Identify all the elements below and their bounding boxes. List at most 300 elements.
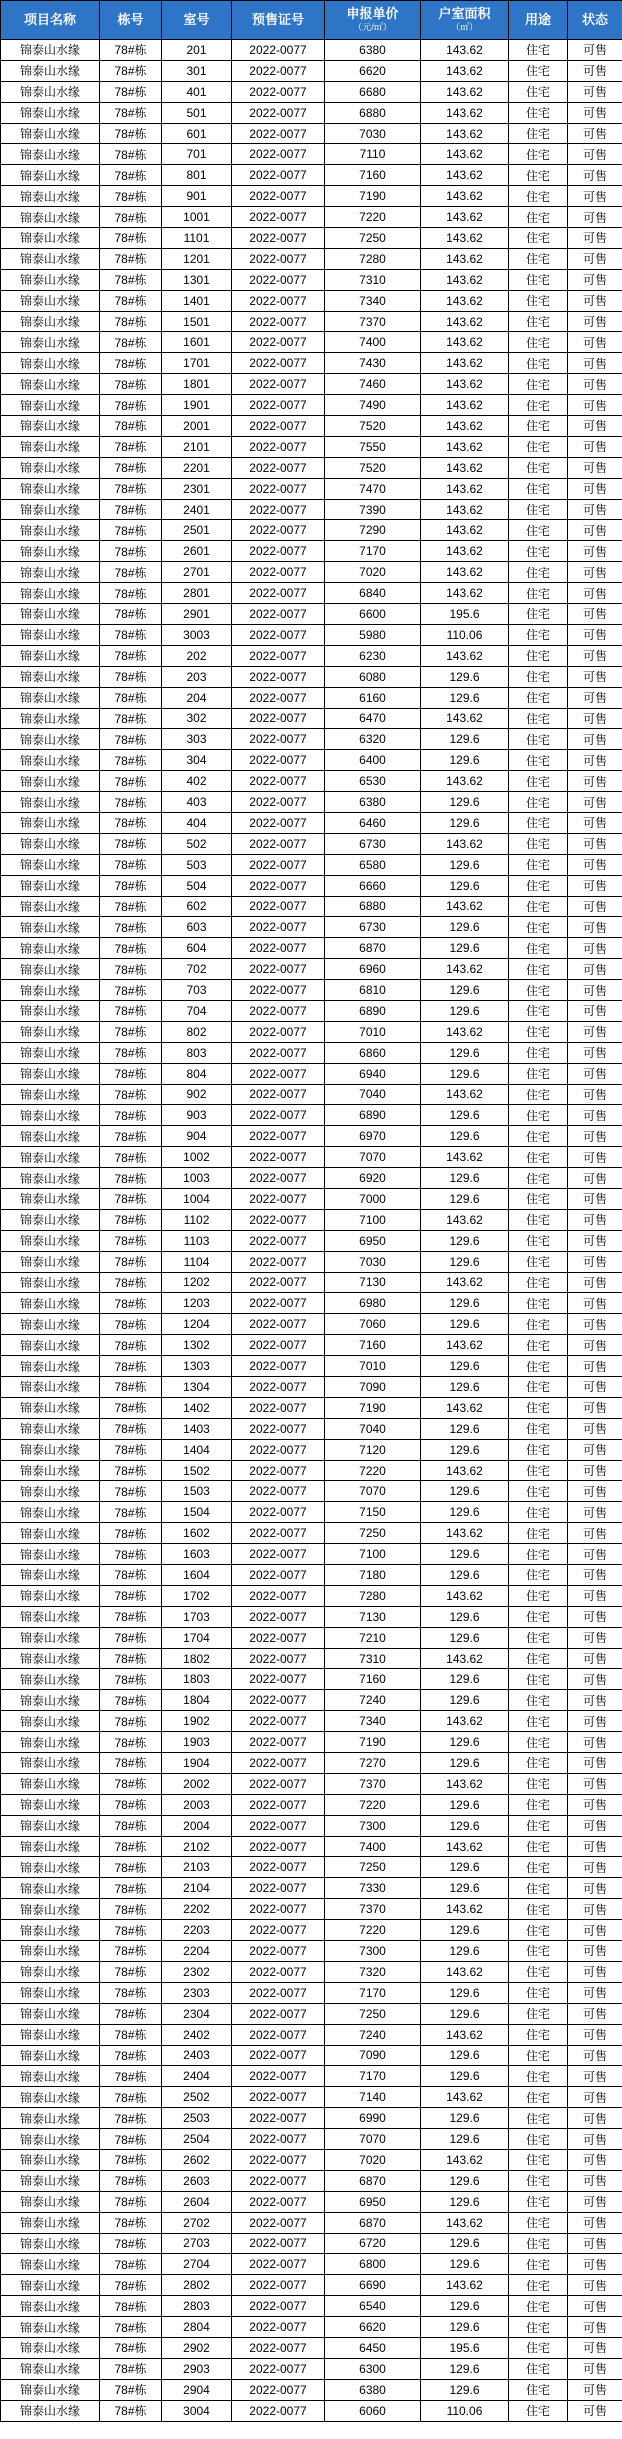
cell-permit: 2022-0077 (232, 2400, 325, 2421)
table-row (1, 750, 622, 771)
cell-usage: 住宅 (509, 1899, 568, 1920)
cell-status: 可售 (568, 1168, 622, 1189)
cell-permit: 2022-0077 (232, 2149, 325, 2170)
cell-room: 2101 (162, 436, 232, 457)
cell-status: 可售 (568, 436, 622, 457)
cell-status: 可售 (568, 562, 622, 583)
cell-building: 78#栋 (100, 2275, 162, 2296)
cell-usage: 住宅 (509, 1084, 568, 1105)
cell-building: 78#栋 (100, 1941, 162, 1962)
cell-usage: 住宅 (509, 207, 568, 228)
header-project-name: 项目名称 (1, 1, 100, 40)
cell-permit: 2022-0077 (232, 395, 325, 416)
cell-project-name: 锦泰山水缘 (1, 2024, 100, 2045)
cell-unit-price: 7020 (325, 2149, 421, 2170)
cell-room: 1803 (162, 1669, 232, 1690)
cell-project-name: 锦泰山水缘 (1, 1961, 100, 1982)
cell-usage: 住宅 (509, 687, 568, 708)
cell-room: 402 (162, 771, 232, 792)
cell-permit: 2022-0077 (232, 708, 325, 729)
cell-usage: 住宅 (509, 1753, 568, 1774)
table-header (1, 1, 622, 40)
cell-area: 129.6 (421, 1920, 509, 1941)
table-row (1, 395, 622, 416)
cell-building: 78#栋 (100, 812, 162, 833)
cell-status: 可售 (568, 290, 622, 311)
cell-unit-price: 6870 (325, 2170, 421, 2191)
cell-area: 143.62 (421, 1147, 509, 1168)
cell-project-name: 锦泰山水缘 (1, 750, 100, 771)
cell-unit-price: 7020 (325, 562, 421, 583)
cell-unit-price: 7010 (325, 1356, 421, 1377)
cell-building: 78#栋 (100, 2358, 162, 2379)
cell-project-name: 锦泰山水缘 (1, 1377, 100, 1398)
cell-area: 129.6 (421, 1753, 509, 1774)
table-row (1, 2149, 622, 2170)
cell-room: 1502 (162, 1460, 232, 1481)
cell-status: 可售 (568, 1920, 622, 1941)
cell-room: 903 (162, 1105, 232, 1126)
cell-project-name: 锦泰山水缘 (1, 1335, 100, 1356)
cell-unit-price: 7220 (325, 1920, 421, 1941)
cell-area: 129.6 (421, 1063, 509, 1084)
cell-room: 2604 (162, 2191, 232, 2212)
table-row (1, 1836, 622, 1857)
cell-unit-price: 7210 (325, 1627, 421, 1648)
cell-area: 143.62 (421, 457, 509, 478)
table-row (1, 666, 622, 687)
cell-building: 78#栋 (100, 604, 162, 625)
cell-unit-price: 7370 (325, 1899, 421, 1920)
cell-permit: 2022-0077 (232, 1335, 325, 1356)
cell-building: 78#栋 (100, 269, 162, 290)
cell-usage: 住宅 (509, 2003, 568, 2024)
table-row (1, 2024, 622, 2045)
cell-project-name: 锦泰山水缘 (1, 1732, 100, 1753)
table-row (1, 478, 622, 499)
cell-room: 1804 (162, 1690, 232, 1711)
cell-room: 2802 (162, 2275, 232, 2296)
table-row (1, 2296, 622, 2317)
cell-building: 78#栋 (100, 624, 162, 645)
cell-building: 78#栋 (100, 81, 162, 102)
cell-usage: 住宅 (509, 123, 568, 144)
cell-usage: 住宅 (509, 2087, 568, 2108)
cell-building: 78#栋 (100, 1648, 162, 1669)
table-row (1, 645, 622, 666)
cell-status: 可售 (568, 499, 622, 520)
cell-unit-price: 6840 (325, 583, 421, 604)
cell-area: 129.6 (421, 2317, 509, 2338)
cell-area: 129.6 (421, 2129, 509, 2150)
table-row (1, 2254, 622, 2275)
cell-unit-price: 6990 (325, 2108, 421, 2129)
cell-building: 78#栋 (100, 562, 162, 583)
cell-unit-price: 7330 (325, 1878, 421, 1899)
cell-status: 可售 (568, 2296, 622, 2317)
cell-usage: 住宅 (509, 624, 568, 645)
cell-usage: 住宅 (509, 2254, 568, 2275)
cell-unit-price: 7520 (325, 457, 421, 478)
cell-status: 可售 (568, 1105, 622, 1126)
cell-permit: 2022-0077 (232, 1941, 325, 1962)
cell-room: 904 (162, 1126, 232, 1147)
cell-project-name: 锦泰山水缘 (1, 1585, 100, 1606)
cell-building: 78#栋 (100, 645, 162, 666)
cell-unit-price: 7170 (325, 2066, 421, 2087)
cell-unit-price: 6400 (325, 750, 421, 771)
cell-building: 78#栋 (100, 1126, 162, 1147)
table-row (1, 1773, 622, 1794)
cell-room: 1904 (162, 1753, 232, 1774)
cell-building: 78#栋 (100, 1669, 162, 1690)
cell-area: 110.06 (421, 624, 509, 645)
cell-area: 143.62 (421, 165, 509, 186)
cell-project-name: 锦泰山水缘 (1, 374, 100, 395)
cell-area: 129.6 (421, 917, 509, 938)
cell-permit: 2022-0077 (232, 1021, 325, 1042)
cell-project-name: 锦泰山水缘 (1, 436, 100, 457)
cell-area: 195.6 (421, 2337, 509, 2358)
cell-status: 可售 (568, 708, 622, 729)
cell-project-name: 锦泰山水缘 (1, 2108, 100, 2129)
cell-area: 129.6 (421, 1418, 509, 1439)
cell-project-name: 锦泰山水缘 (1, 1272, 100, 1293)
cell-project-name: 锦泰山水缘 (1, 1188, 100, 1209)
cell-room: 2504 (162, 2129, 232, 2150)
cell-room: 803 (162, 1042, 232, 1063)
cell-project-name: 锦泰山水缘 (1, 1982, 100, 2003)
cell-unit-price: 6660 (325, 875, 421, 896)
cell-project-name: 锦泰山水缘 (1, 1690, 100, 1711)
cell-unit-price: 6920 (325, 1168, 421, 1189)
table-row (1, 499, 622, 520)
cell-room: 1202 (162, 1272, 232, 1293)
table-row (1, 40, 622, 61)
cell-project-name: 锦泰山水缘 (1, 1418, 100, 1439)
table-row (1, 1063, 622, 1084)
cell-usage: 住宅 (509, 1230, 568, 1251)
cell-unit-price: 7250 (325, 228, 421, 249)
cell-usage: 住宅 (509, 1209, 568, 1230)
cell-usage: 住宅 (509, 750, 568, 771)
table-row (1, 436, 622, 457)
cell-permit: 2022-0077 (232, 40, 325, 61)
cell-room: 1103 (162, 1230, 232, 1251)
table-row (1, 2003, 622, 2024)
table-row (1, 1606, 622, 1627)
cell-permit: 2022-0077 (232, 1481, 325, 1502)
cell-building: 78#栋 (100, 1836, 162, 1857)
cell-room: 302 (162, 708, 232, 729)
cell-unit-price: 7180 (325, 1565, 421, 1586)
cell-status: 可售 (568, 1356, 622, 1377)
cell-status: 可售 (568, 541, 622, 562)
cell-permit: 2022-0077 (232, 1920, 325, 1941)
cell-unit-price: 7070 (325, 1481, 421, 1502)
table-row (1, 311, 622, 332)
cell-project-name: 锦泰山水缘 (1, 2149, 100, 2170)
table-row (1, 1000, 622, 1021)
cell-area: 129.6 (421, 2233, 509, 2254)
cell-status: 可售 (568, 604, 622, 625)
cell-project-name: 锦泰山水缘 (1, 228, 100, 249)
cell-status: 可售 (568, 40, 622, 61)
cell-status: 可售 (568, 917, 622, 938)
cell-permit: 2022-0077 (232, 1293, 325, 1314)
cell-usage: 住宅 (509, 1941, 568, 1962)
cell-room: 203 (162, 666, 232, 687)
cell-permit: 2022-0077 (232, 1105, 325, 1126)
cell-unit-price: 7340 (325, 290, 421, 311)
cell-permit: 2022-0077 (232, 1230, 325, 1251)
table-row (1, 102, 622, 123)
cell-project-name: 锦泰山水缘 (1, 2129, 100, 2150)
cell-room: 802 (162, 1021, 232, 1042)
cell-room: 2602 (162, 2149, 232, 2170)
cell-permit: 2022-0077 (232, 269, 325, 290)
cell-permit: 2022-0077 (232, 1961, 325, 1982)
cell-usage: 住宅 (509, 1732, 568, 1753)
cell-status: 可售 (568, 2275, 622, 2296)
cell-unit-price: 7000 (325, 1188, 421, 1209)
cell-area: 129.6 (421, 812, 509, 833)
cell-status: 可售 (568, 2003, 622, 2024)
cell-room: 1703 (162, 1606, 232, 1627)
cell-room: 2004 (162, 1815, 232, 1836)
cell-room: 504 (162, 875, 232, 896)
cell-project-name: 锦泰山水缘 (1, 1773, 100, 1794)
cell-area: 129.6 (421, 1627, 509, 1648)
cell-usage: 住宅 (509, 980, 568, 1001)
cell-permit: 2022-0077 (232, 1585, 325, 1606)
cell-building: 78#栋 (100, 1773, 162, 1794)
cell-building: 78#栋 (100, 395, 162, 416)
cell-building: 78#栋 (100, 1209, 162, 1230)
cell-room: 2201 (162, 457, 232, 478)
cell-usage: 住宅 (509, 1794, 568, 1815)
cell-usage: 住宅 (509, 666, 568, 687)
cell-area: 143.62 (421, 1335, 509, 1356)
cell-area: 129.6 (421, 2108, 509, 2129)
cell-unit-price: 6540 (325, 2296, 421, 2317)
cell-usage: 住宅 (509, 1773, 568, 1794)
table-row (1, 332, 622, 353)
cell-unit-price: 6800 (325, 2254, 421, 2275)
cell-room: 1504 (162, 1502, 232, 1523)
cell-room: 1301 (162, 269, 232, 290)
cell-status: 可售 (568, 2212, 622, 2233)
cell-unit-price: 6620 (325, 60, 421, 81)
cell-status: 可售 (568, 2045, 622, 2066)
table-row (1, 416, 622, 437)
cell-unit-price: 6810 (325, 980, 421, 1001)
cell-usage: 住宅 (509, 2024, 568, 2045)
cell-area: 129.6 (421, 687, 509, 708)
cell-usage: 住宅 (509, 269, 568, 290)
cell-project-name: 锦泰山水缘 (1, 1084, 100, 1105)
cell-permit: 2022-0077 (232, 2275, 325, 2296)
header-area-label: 户室面积 (438, 6, 491, 22)
cell-unit-price: 7060 (325, 1314, 421, 1335)
table-row (1, 1042, 622, 1063)
cell-area: 143.62 (421, 1272, 509, 1293)
table-row (1, 562, 622, 583)
cell-area: 129.6 (421, 1815, 509, 1836)
cell-room: 2402 (162, 2024, 232, 2045)
table-row (1, 2129, 622, 2150)
cell-area: 143.62 (421, 1209, 509, 1230)
cell-building: 78#栋 (100, 2024, 162, 2045)
table-row (1, 1857, 622, 1878)
cell-permit: 2022-0077 (232, 248, 325, 269)
cell-usage: 住宅 (509, 2170, 568, 2191)
cell-area: 143.62 (421, 374, 509, 395)
cell-unit-price: 6160 (325, 687, 421, 708)
cell-unit-price: 6380 (325, 40, 421, 61)
cell-permit: 2022-0077 (232, 1732, 325, 1753)
cell-project-name: 锦泰山水缘 (1, 1836, 100, 1857)
cell-status: 可售 (568, 792, 622, 813)
cell-usage: 住宅 (509, 60, 568, 81)
cell-project-name: 锦泰山水缘 (1, 938, 100, 959)
cell-room: 1503 (162, 1481, 232, 1502)
table-row (1, 228, 622, 249)
cell-area: 143.62 (421, 520, 509, 541)
cell-permit: 2022-0077 (232, 2337, 325, 2358)
cell-area: 143.62 (421, 123, 509, 144)
table-row (1, 1084, 622, 1105)
cell-permit: 2022-0077 (232, 833, 325, 854)
cell-project-name: 锦泰山水缘 (1, 2254, 100, 2275)
cell-permit: 2022-0077 (232, 1084, 325, 1105)
table-row (1, 1648, 622, 1669)
cell-permit: 2022-0077 (232, 499, 325, 520)
cell-area: 129.6 (421, 2170, 509, 2191)
cell-usage: 住宅 (509, 2358, 568, 2379)
cell-building: 78#栋 (100, 2108, 162, 2129)
cell-area: 143.62 (421, 228, 509, 249)
cell-unit-price: 7250 (325, 1857, 421, 1878)
cell-building: 78#栋 (100, 332, 162, 353)
cell-usage: 住宅 (509, 792, 568, 813)
table-row (1, 1314, 622, 1335)
header-row (1, 1, 622, 40)
cell-permit: 2022-0077 (232, 1063, 325, 1084)
cell-status: 可售 (568, 1230, 622, 1251)
cell-room: 2704 (162, 2254, 232, 2275)
cell-building: 78#栋 (100, 1502, 162, 1523)
cell-status: 可售 (568, 1627, 622, 1648)
table-row (1, 1794, 622, 1815)
cell-room: 1104 (162, 1251, 232, 1272)
cell-area: 143.62 (421, 1460, 509, 1481)
table-row (1, 875, 622, 896)
cell-status: 可售 (568, 1565, 622, 1586)
cell-area: 143.62 (421, 562, 509, 583)
cell-project-name: 锦泰山水缘 (1, 1168, 100, 1189)
table-row (1, 2191, 622, 2212)
cell-room: 2203 (162, 1920, 232, 1941)
cell-unit-price: 6460 (325, 812, 421, 833)
cell-unit-price: 6300 (325, 2358, 421, 2379)
cell-building: 78#栋 (100, 1293, 162, 1314)
cell-project-name: 锦泰山水缘 (1, 729, 100, 750)
cell-usage: 住宅 (509, 1544, 568, 1565)
cell-project-name: 锦泰山水缘 (1, 1627, 100, 1648)
cell-area: 129.6 (421, 1481, 509, 1502)
cell-status: 可售 (568, 1982, 622, 2003)
table-row (1, 1272, 622, 1293)
cell-room: 1302 (162, 1335, 232, 1356)
cell-permit: 2022-0077 (232, 2358, 325, 2379)
cell-building: 78#栋 (100, 2254, 162, 2275)
cell-area: 143.62 (421, 1711, 509, 1732)
cell-unit-price: 6380 (325, 792, 421, 813)
table-row (1, 1878, 622, 1899)
table-row (1, 687, 622, 708)
cell-unit-price: 7370 (325, 311, 421, 332)
cell-project-name: 锦泰山水缘 (1, 1251, 100, 1272)
cell-permit: 2022-0077 (232, 2087, 325, 2108)
cell-unit-price: 7110 (325, 144, 421, 165)
cell-room: 2204 (162, 1941, 232, 1962)
table-row (1, 2358, 622, 2379)
cell-project-name: 锦泰山水缘 (1, 40, 100, 61)
cell-room: 1501 (162, 311, 232, 332)
cell-permit: 2022-0077 (232, 771, 325, 792)
cell-permit: 2022-0077 (232, 311, 325, 332)
cell-building: 78#栋 (100, 144, 162, 165)
cell-usage: 住宅 (509, 457, 568, 478)
cell-status: 可售 (568, 1084, 622, 1105)
cell-area: 143.62 (421, 40, 509, 61)
cell-status: 可售 (568, 1878, 622, 1899)
cell-project-name: 锦泰山水缘 (1, 60, 100, 81)
cell-status: 可售 (568, 854, 622, 875)
cell-building: 78#栋 (100, 1063, 162, 1084)
cell-project-name: 锦泰山水缘 (1, 2066, 100, 2087)
table-row (1, 1168, 622, 1189)
cell-project-name: 锦泰山水缘 (1, 1439, 100, 1460)
cell-room: 602 (162, 896, 232, 917)
header-unit-price-label: 申报单价 (346, 6, 399, 22)
cell-permit: 2022-0077 (232, 207, 325, 228)
cell-room: 303 (162, 729, 232, 750)
table-row (1, 290, 622, 311)
cell-unit-price: 6730 (325, 833, 421, 854)
cell-unit-price: 7220 (325, 207, 421, 228)
cell-usage: 住宅 (509, 2379, 568, 2400)
cell-building: 78#栋 (100, 40, 162, 61)
cell-room: 1702 (162, 1585, 232, 1606)
cell-area: 143.62 (421, 332, 509, 353)
cell-unit-price: 6580 (325, 854, 421, 875)
cell-unit-price: 7150 (325, 1502, 421, 1523)
cell-room: 404 (162, 812, 232, 833)
cell-project-name: 锦泰山水缘 (1, 2317, 100, 2338)
cell-area: 129.6 (421, 1857, 509, 1878)
cell-status: 可售 (568, 2066, 622, 2087)
cell-project-name: 锦泰山水缘 (1, 144, 100, 165)
cell-unit-price: 7390 (325, 499, 421, 520)
cell-permit: 2022-0077 (232, 1815, 325, 1836)
cell-permit: 2022-0077 (232, 1565, 325, 1586)
cell-building: 78#栋 (100, 1251, 162, 1272)
cell-project-name: 锦泰山水缘 (1, 499, 100, 520)
cell-usage: 住宅 (509, 1251, 568, 1272)
cell-project-name: 锦泰山水缘 (1, 186, 100, 207)
